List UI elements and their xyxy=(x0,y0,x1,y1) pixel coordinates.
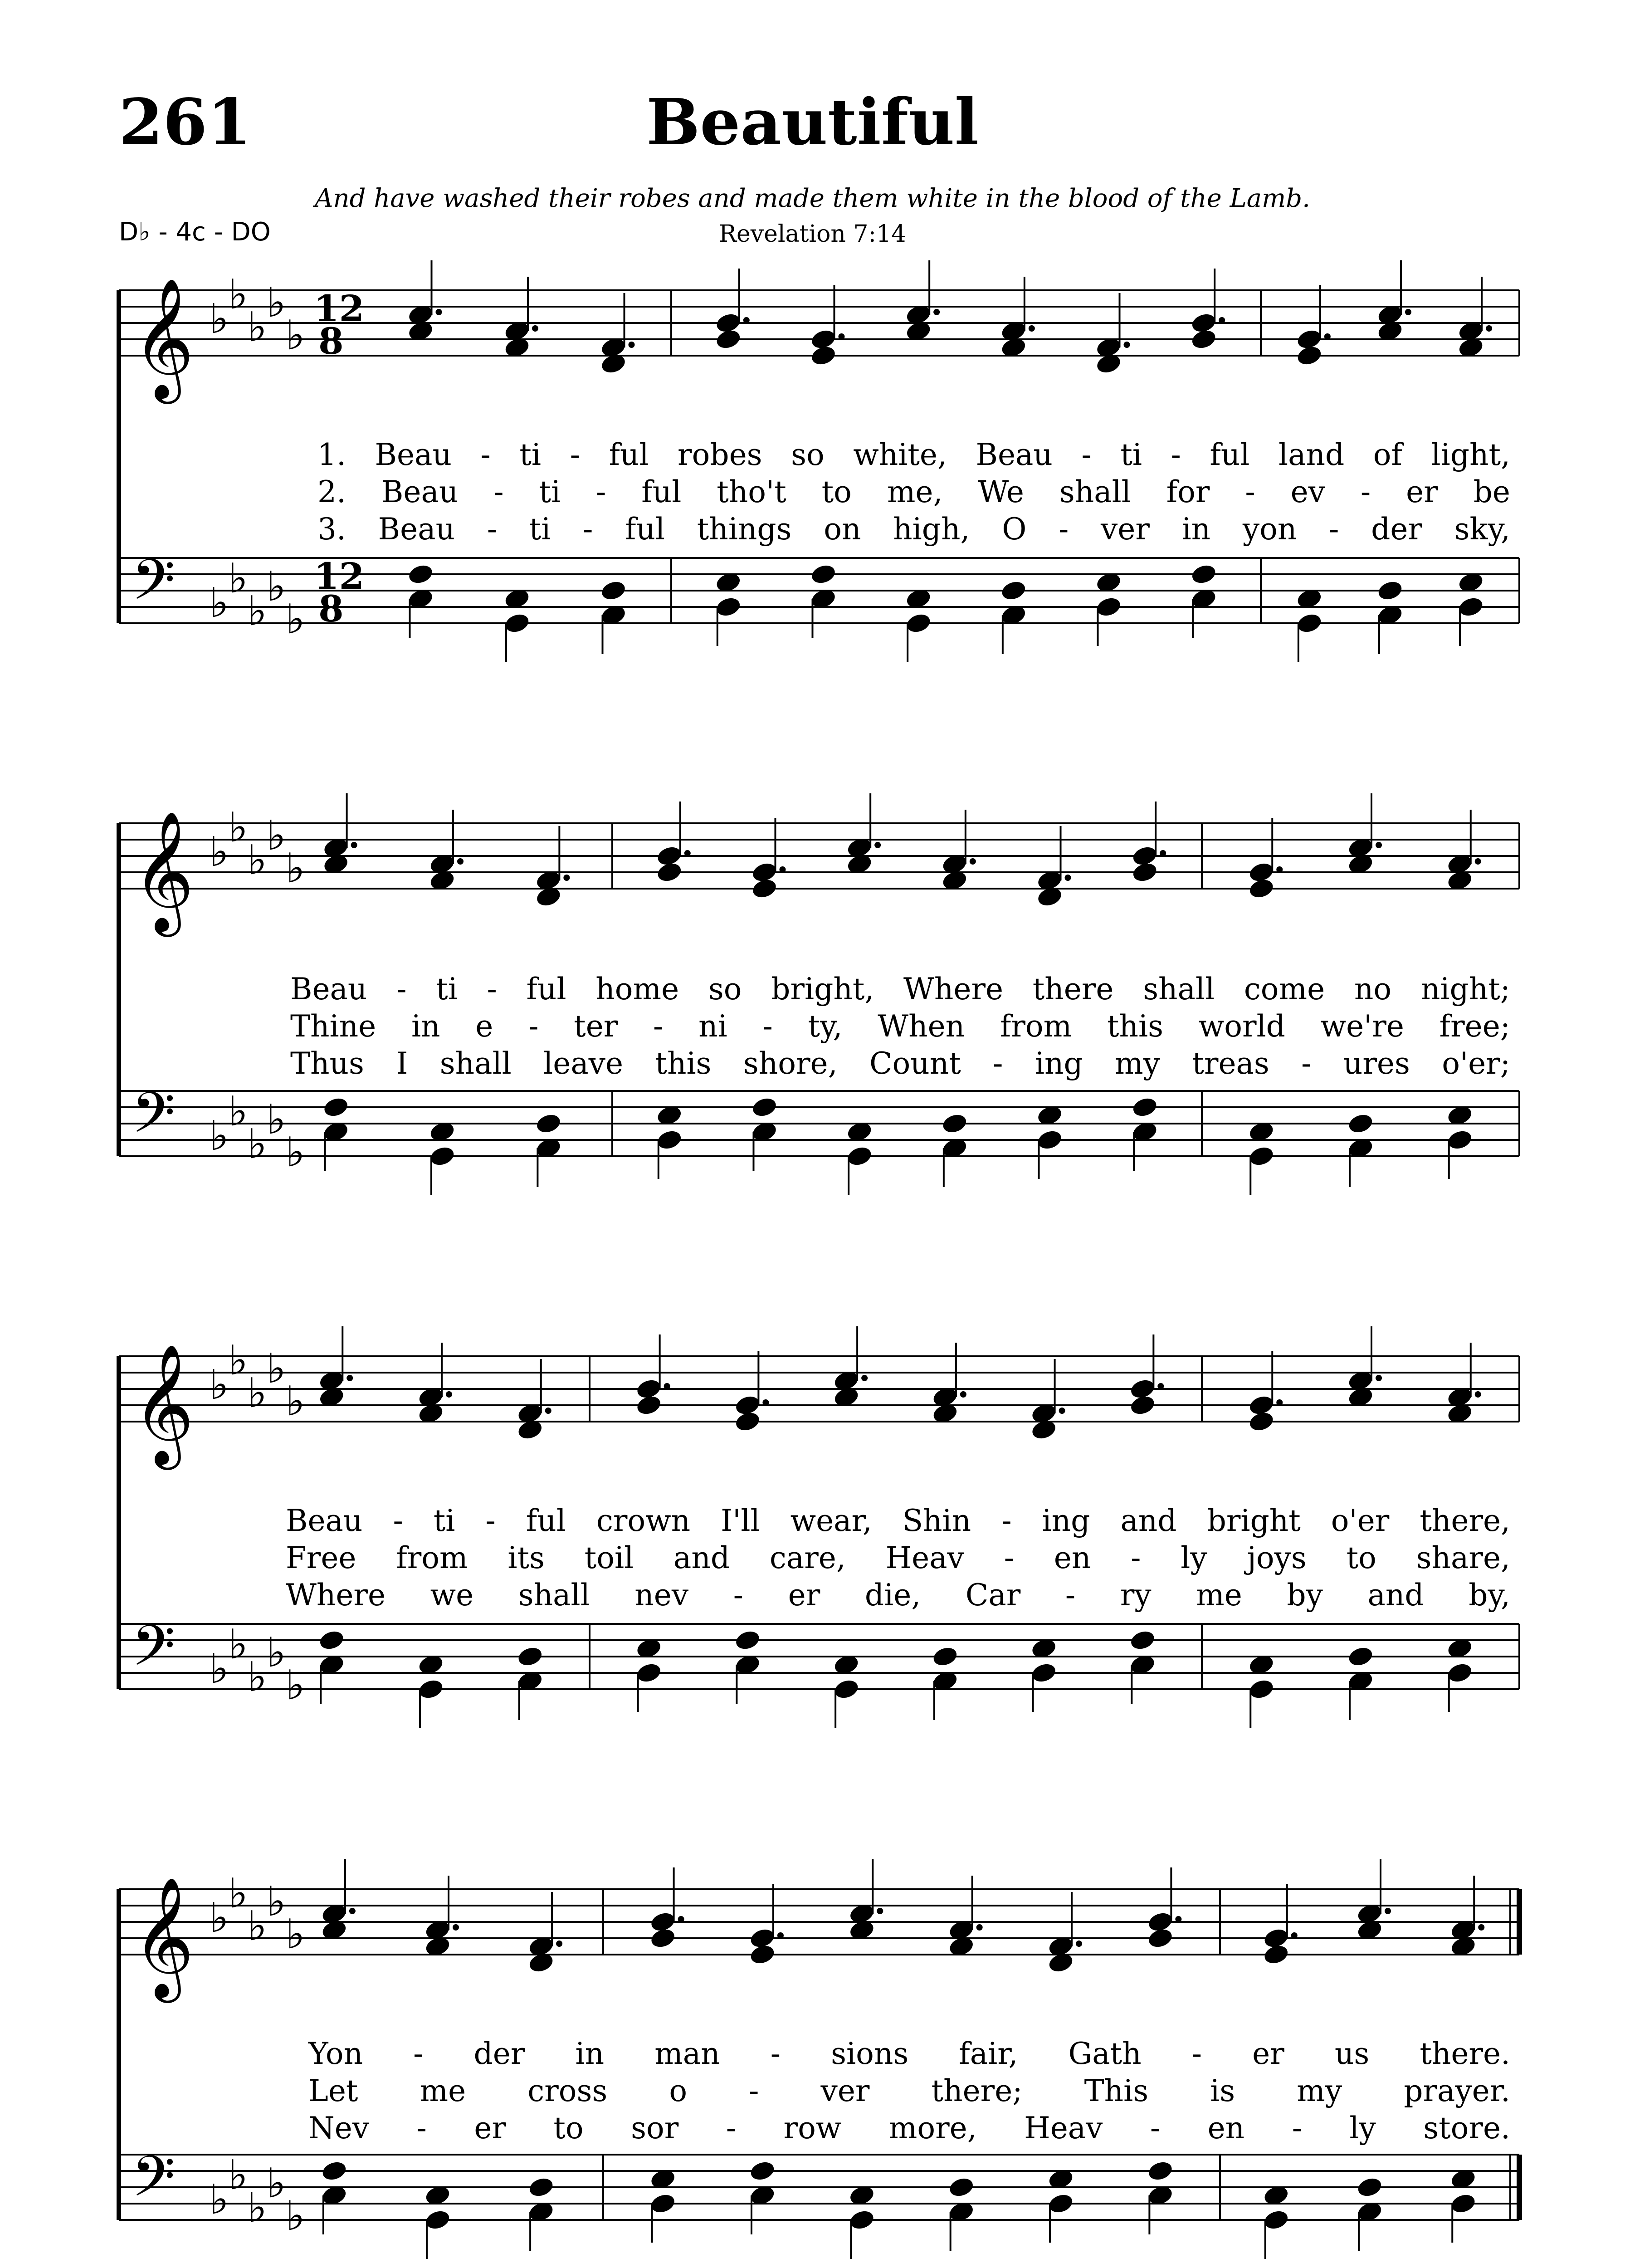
bass-clef-icon: 𝄢 xyxy=(132,1080,176,1159)
dot-icon xyxy=(777,1932,784,1939)
flat-sign-icon: ♭ xyxy=(286,2192,305,2240)
lyric-verse-3: Where we shall nev - er die, Car - ry me by and by, xyxy=(286,1578,1510,1613)
bass-note-head xyxy=(1446,1661,1474,1685)
flat-sign-icon: ♭ xyxy=(267,2160,286,2207)
bass-note-head xyxy=(503,611,531,635)
dot-icon xyxy=(351,842,357,848)
lyric-verse-3: Nev - er to sor - row more, Heav - en - ly store. xyxy=(308,2111,1510,2146)
flat-sign-icon: ♭ xyxy=(286,845,305,892)
bass-note-head xyxy=(1129,1628,1157,1652)
lyric-verse-2: Thine in e - ter - ni - ty, When from this world we're free; xyxy=(290,1009,1510,1044)
dot-icon xyxy=(933,309,940,315)
dot-icon xyxy=(1475,1391,1481,1398)
time-signature-numerator: 12 xyxy=(314,555,365,597)
bass-note-head xyxy=(1457,595,1485,619)
flat-sign-icon: ♭ xyxy=(229,2151,248,2199)
dot-icon xyxy=(1029,325,1035,332)
bass-note-head xyxy=(1131,1095,1159,1119)
flat-sign-icon: ♭ xyxy=(267,1096,286,1144)
bass-note-head xyxy=(714,595,742,619)
lyric-verse-1: Beau - ti - ful crown I'll wear, Shin - ing and bright o'er there, xyxy=(286,1503,1510,1538)
bass-note-head xyxy=(1248,1144,1275,1168)
bass-note-head xyxy=(1376,579,1404,602)
lyric-verse-1: 1. Beau - ti - ful robes so white, Beau - ti - ful land of light, xyxy=(317,437,1510,472)
treble-note-head xyxy=(1295,344,1323,367)
bass-note-head xyxy=(1449,2192,1477,2215)
dot-icon xyxy=(1065,875,1071,881)
bass-note-head xyxy=(322,1095,350,1119)
dot-icon xyxy=(1478,1924,1484,1931)
bass-note-head xyxy=(1295,611,1323,635)
treble-note-head xyxy=(1248,1410,1275,1433)
dot-icon xyxy=(1059,1408,1065,1414)
lyric-verse-2: Let me cross o - ver there; This is my prayer. xyxy=(308,2073,1510,2108)
flat-sign-icon: ♭ xyxy=(229,804,248,851)
bass-note-head xyxy=(1095,595,1122,619)
dot-icon xyxy=(1276,866,1283,873)
time-signature-denominator: 8 xyxy=(318,587,344,630)
lyric-verse-2: Free from its toil and care, Heav - en - ly joys to share, xyxy=(286,1540,1510,1575)
bass-note-head xyxy=(1347,1112,1374,1135)
bass-note-head xyxy=(734,1628,761,1652)
flat-sign-icon: ♭ xyxy=(248,836,267,884)
bass-note-head xyxy=(635,1661,663,1685)
bass-note-head xyxy=(1262,2208,1290,2232)
bass-note-head xyxy=(649,2192,677,2215)
bass-note-head xyxy=(1356,2175,1383,2199)
bass-clef-icon: 𝄢 xyxy=(132,2144,176,2223)
bass-clef-icon: 𝄢 xyxy=(132,1613,176,1692)
hymn-number: 261 xyxy=(119,85,252,160)
dot-icon xyxy=(1175,1916,1181,1922)
treble-note-head xyxy=(1248,877,1275,900)
bass-note-head xyxy=(320,2159,348,2183)
flat-sign-icon: ♭ xyxy=(210,579,229,627)
flat-sign-icon: ♭ xyxy=(286,1662,305,1709)
bass-note-head xyxy=(1347,1645,1374,1668)
dot-icon xyxy=(1276,1399,1283,1406)
dot-icon xyxy=(684,850,691,856)
flat-sign-icon: ♭ xyxy=(286,596,305,643)
flat-sign-icon: ♭ xyxy=(229,1621,248,1668)
flat-sign-icon: ♭ xyxy=(248,1653,267,1701)
dot-icon xyxy=(877,1908,883,1914)
treble-clef-icon: 𝄞 xyxy=(132,1344,194,1465)
flat-sign-icon: ♭ xyxy=(286,312,305,359)
bass-note-head xyxy=(318,1628,346,1652)
dot-icon xyxy=(349,1908,356,1914)
treble-clef-icon: 𝄞 xyxy=(132,1877,194,1998)
treble-note-head xyxy=(655,860,683,884)
dot-icon xyxy=(1291,1932,1298,1939)
treble-note-head xyxy=(751,877,778,900)
flat-sign-icon: ♭ xyxy=(286,1378,305,1425)
bass-note-head xyxy=(748,2159,776,2183)
treble-note-head xyxy=(1190,327,1218,351)
lyric-verse-1: Beau - ti - ful home so bright, Where there shall come no night; xyxy=(290,972,1510,1007)
flat-sign-icon: ♭ xyxy=(229,555,248,602)
flat-sign-icon: ♭ xyxy=(267,1878,286,1926)
bass-note-head xyxy=(751,1095,778,1119)
dot-icon xyxy=(1486,325,1492,332)
flat-sign-icon: ♭ xyxy=(267,1345,286,1393)
bass-note-head xyxy=(1000,579,1027,602)
bass-note-head xyxy=(407,562,434,586)
flat-sign-icon: ♭ xyxy=(286,1129,305,1176)
flat-sign-icon: ♭ xyxy=(229,271,248,318)
dot-icon xyxy=(453,1924,459,1931)
flat-sign-icon: ♭ xyxy=(248,1120,267,1168)
flat-sign-icon: ♭ xyxy=(248,587,267,635)
bass-clef-icon: 𝄢 xyxy=(132,547,176,626)
dot-icon xyxy=(1076,1941,1082,1947)
dot-icon xyxy=(532,325,538,332)
bass-note-head xyxy=(1036,1128,1064,1152)
bass-note-head xyxy=(1190,562,1218,586)
lyric-verse-1: Yon - der in man - sions fair, Gath - er us there. xyxy=(308,2036,1510,2071)
dot-icon xyxy=(629,342,635,348)
bass-note-head xyxy=(1047,2192,1074,2215)
lyric-verse-3: Thus I shall leave this shore, Count - ing my treas - ures o'er; xyxy=(290,1046,1510,1081)
flat-sign-icon: ♭ xyxy=(267,1629,286,1677)
treble-note-head xyxy=(1262,1943,1290,1966)
dot-icon xyxy=(874,842,881,848)
flat-sign-icon: ♭ xyxy=(210,1894,229,1942)
dot-icon xyxy=(960,1391,966,1398)
flat-sign-icon: ♭ xyxy=(267,279,286,327)
dot-icon xyxy=(346,1375,353,1381)
treble-note-head xyxy=(748,1943,776,1966)
dot-icon xyxy=(1405,309,1411,315)
scripture-epigraph: And have washed their robes and made them white in the blood of the Lamb. xyxy=(315,184,1310,213)
bass-note-head xyxy=(833,1677,860,1701)
dot-icon xyxy=(779,866,786,873)
bass-note-head xyxy=(810,562,837,586)
dot-icon xyxy=(1324,333,1331,340)
flat-sign-icon: ♭ xyxy=(248,2184,267,2232)
bass-note-head xyxy=(905,611,932,635)
lyric-verse-3: 3. Beau - ti - ful things on high, O - ver in yon - der sky, xyxy=(317,512,1510,547)
flat-sign-icon: ♭ xyxy=(210,2176,229,2224)
flat-sign-icon: ♭ xyxy=(267,563,286,611)
bass-note-head xyxy=(1446,1128,1474,1152)
bass-note-head xyxy=(1147,2159,1174,2183)
key-info: D♭ - 4c - DO xyxy=(119,217,271,247)
treble-note-head xyxy=(714,327,742,351)
flat-sign-icon: ♭ xyxy=(210,1112,229,1160)
bass-note-head xyxy=(931,1645,959,1668)
bass-note-head xyxy=(1030,1661,1058,1685)
treble-note-head xyxy=(649,1926,677,1950)
hymn-title: Beautiful xyxy=(646,85,979,160)
treble-note-head xyxy=(635,1393,663,1417)
dot-icon xyxy=(1124,342,1130,348)
flat-sign-icon: ♭ xyxy=(210,295,229,343)
dot-icon xyxy=(1475,858,1481,865)
flat-sign-icon: ♭ xyxy=(210,828,229,876)
bass-note-head xyxy=(516,1645,544,1668)
bass-note-head xyxy=(535,1112,562,1135)
flat-sign-icon: ♭ xyxy=(210,1361,229,1409)
dot-icon xyxy=(563,875,570,881)
lyric-verse-2: 2. Beau - ti - ful tho't to me, We shall for - ev - er be xyxy=(317,474,1510,509)
dot-icon xyxy=(556,1941,562,1947)
bass-note-head xyxy=(947,2175,975,2199)
flat-sign-icon: ♭ xyxy=(229,1870,248,1917)
flat-sign-icon: ♭ xyxy=(229,1088,248,1135)
flat-sign-icon: ♭ xyxy=(286,1911,305,1958)
flat-sign-icon: ♭ xyxy=(210,1645,229,1693)
bass-note-head xyxy=(428,1144,456,1168)
treble-clef-icon: 𝄞 xyxy=(132,811,194,932)
bass-note-head xyxy=(417,1677,444,1701)
dot-icon xyxy=(861,1375,868,1381)
dot-icon xyxy=(446,1391,452,1398)
dot-icon xyxy=(457,858,464,865)
dot-icon xyxy=(545,1408,551,1414)
bass-note-head xyxy=(1248,1677,1275,1701)
flat-sign-icon: ♭ xyxy=(248,1369,267,1417)
flat-sign-icon: ♭ xyxy=(248,1902,267,1950)
dot-icon xyxy=(1385,1908,1391,1914)
dot-icon xyxy=(1160,850,1166,856)
flat-sign-icon: ♭ xyxy=(229,1337,248,1384)
treble-note-head xyxy=(734,1410,761,1433)
flat-sign-icon: ♭ xyxy=(248,303,267,351)
bass-note-head xyxy=(600,579,627,602)
bass-note-head xyxy=(941,1112,968,1135)
dot-icon xyxy=(678,1916,684,1922)
bass-note-head xyxy=(424,2208,451,2232)
dot-icon xyxy=(976,1924,983,1931)
treble-clef-icon: 𝄞 xyxy=(132,278,194,399)
dot-icon xyxy=(1376,842,1382,848)
flat-sign-icon: ♭ xyxy=(267,812,286,860)
dot-icon xyxy=(1376,1375,1382,1381)
bass-note-head xyxy=(848,2208,876,2232)
scripture-reference: Revelation 7:14 xyxy=(718,220,907,248)
bass-note-head xyxy=(846,1144,873,1168)
treble-note-head xyxy=(810,344,837,367)
dot-icon xyxy=(743,317,750,323)
dot-icon xyxy=(664,1383,670,1389)
dot-icon xyxy=(1219,317,1225,323)
dot-icon xyxy=(1157,1383,1164,1389)
dot-icon xyxy=(970,858,976,865)
treble-note-head xyxy=(1147,1926,1174,1950)
dot-icon xyxy=(762,1399,769,1406)
dot-icon xyxy=(838,333,844,340)
time-signature-denominator: 8 xyxy=(318,320,344,362)
treble-note-head xyxy=(1129,1393,1157,1417)
bass-note-head xyxy=(527,2175,555,2199)
bass-note-head xyxy=(655,1128,683,1152)
dot-icon xyxy=(436,309,442,315)
treble-note-head xyxy=(1131,860,1159,884)
time-signature-numerator: 12 xyxy=(314,287,365,330)
